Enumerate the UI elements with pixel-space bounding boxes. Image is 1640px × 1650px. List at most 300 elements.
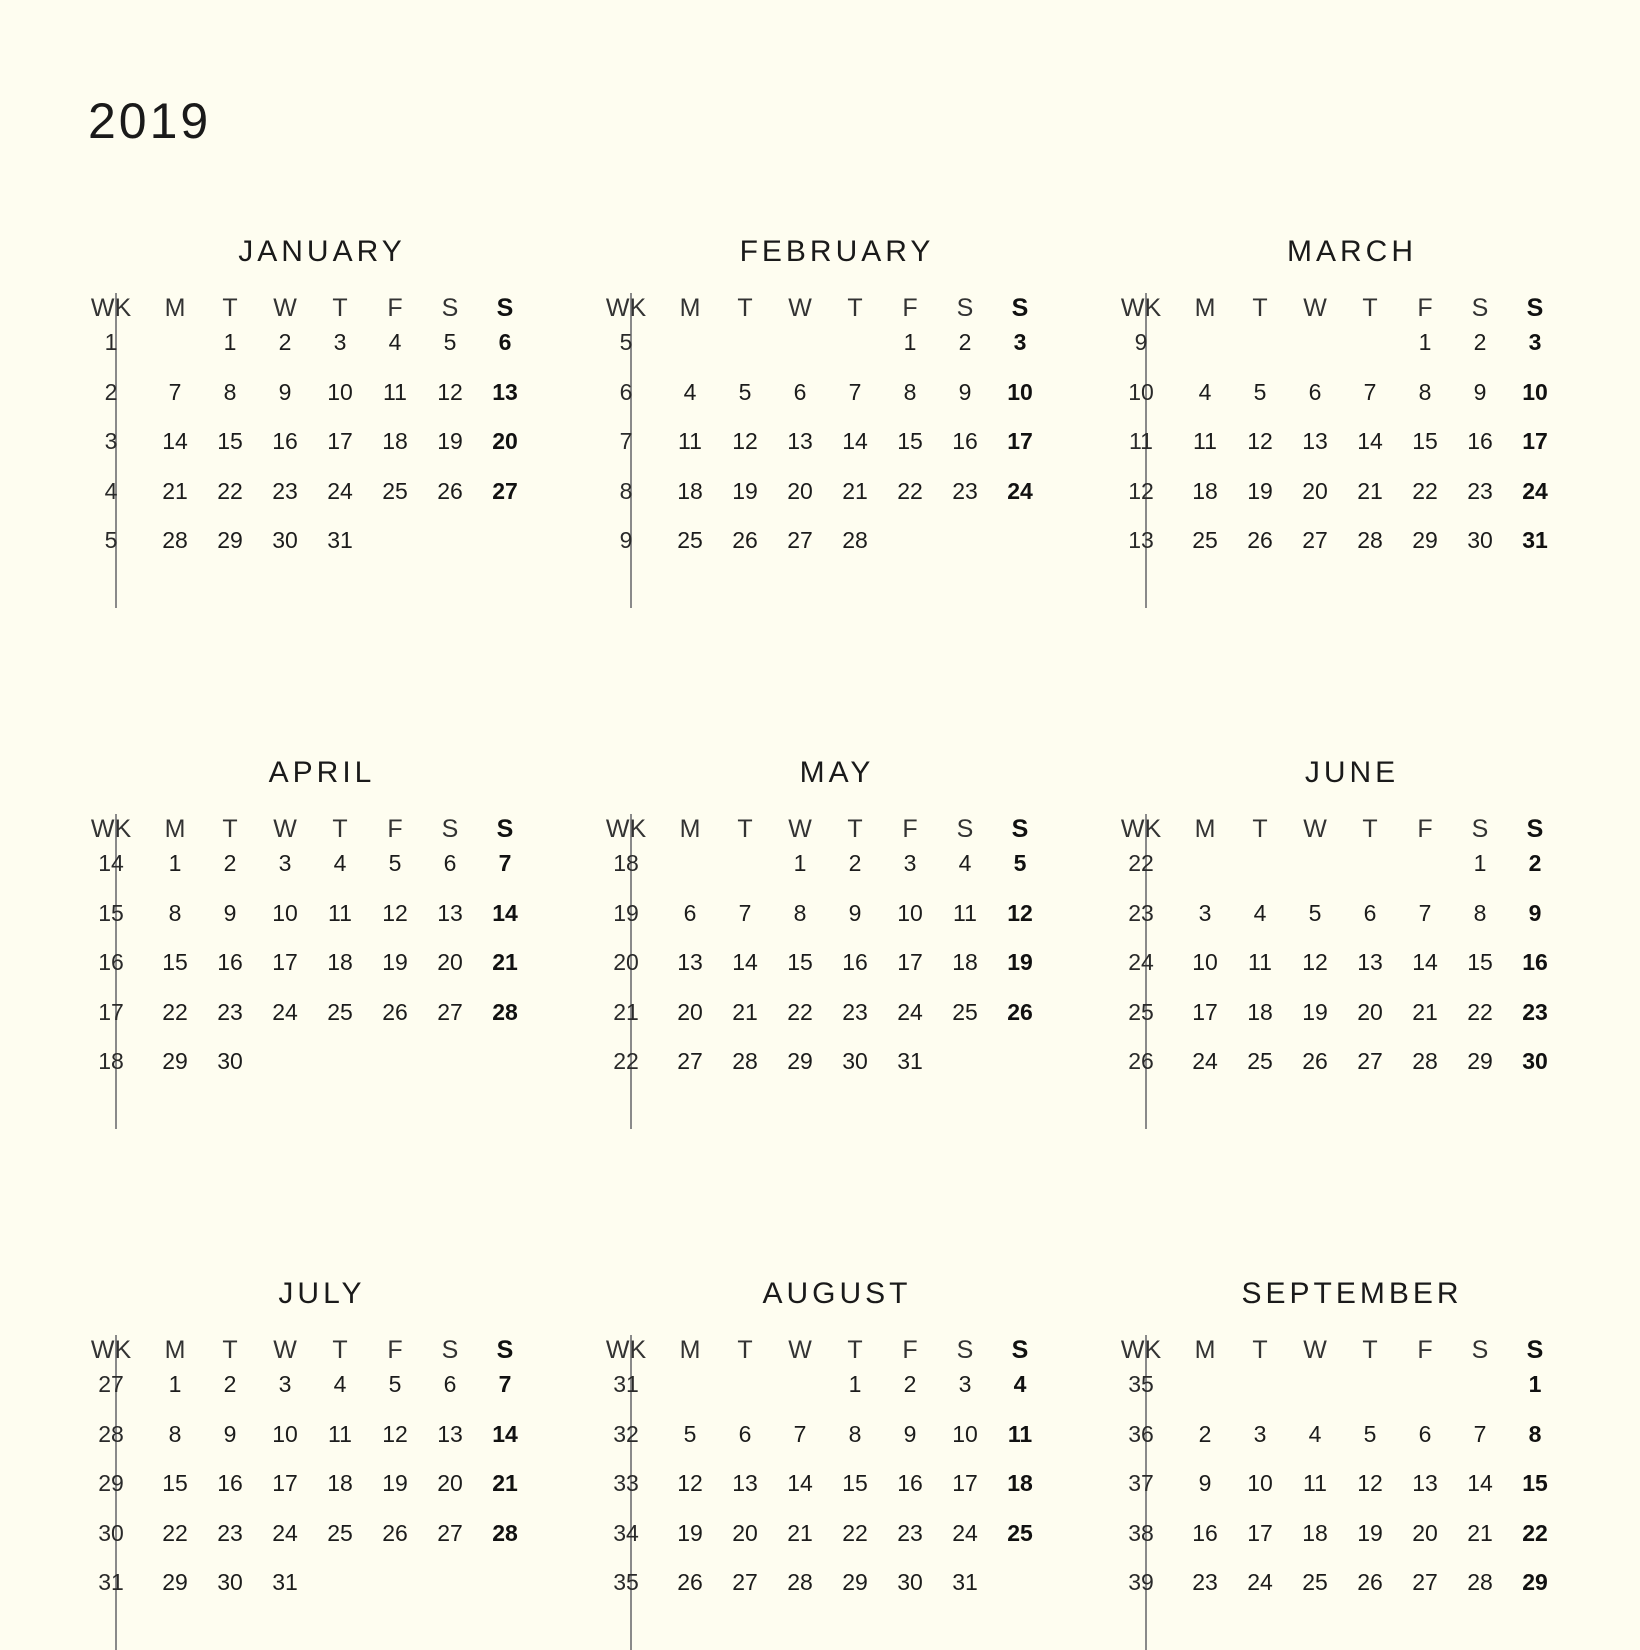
day-date: 8 (1473, 899, 1487, 926)
day-date: 6 (683, 899, 697, 926)
weekday-header: S (441, 1336, 459, 1364)
day-date: 8 (168, 1420, 182, 1447)
day-date: 9 (1473, 378, 1487, 405)
day-date: 25 (1302, 1569, 1328, 1596)
day-date: 17 (272, 949, 298, 976)
day-date: 30 (842, 1048, 868, 1075)
week-header: WK (1120, 1336, 1162, 1364)
week-number: 21 (613, 998, 639, 1025)
day-date: 30 (897, 1569, 923, 1596)
weekday-header: F (1417, 815, 1433, 843)
day-date: 1 (848, 1371, 862, 1397)
day-date: 25 (1247, 1048, 1273, 1075)
day-date: 25 (327, 998, 353, 1025)
day-date: 23 (272, 477, 298, 504)
week-number: 35 (1128, 1371, 1154, 1397)
day-date: 17 (897, 949, 923, 976)
day-date: 1 (793, 850, 807, 876)
day-date: 7 (1418, 899, 1432, 926)
day-date: 30 (272, 527, 298, 554)
week-number: 23 (1128, 899, 1154, 926)
sunday-date: 17 (1007, 428, 1033, 455)
day-date: 23 (1192, 1569, 1218, 1596)
sunday-date: 10 (1522, 378, 1548, 405)
year-title: 2019 (88, 93, 212, 149)
day-date: 15 (787, 949, 813, 976)
day-date: 26 (382, 998, 408, 1025)
weekday-header: W (273, 815, 297, 843)
day-date: 9 (958, 378, 972, 405)
week-number: 17 (98, 998, 124, 1025)
weekday-header: M (1194, 815, 1216, 843)
day-date: 15 (162, 949, 188, 976)
day-date: 23 (842, 998, 868, 1025)
day-date: 3 (1253, 1420, 1267, 1447)
month-name: MARCH (1287, 235, 1417, 268)
day-date: 13 (677, 949, 703, 976)
month-name: JANUARY (238, 235, 406, 268)
day-date: 20 (437, 949, 463, 976)
sunday-date: 28 (492, 1519, 518, 1546)
day-date: 21 (732, 998, 758, 1025)
sunday-date: 9 (1528, 899, 1542, 926)
day-date: 23 (217, 998, 243, 1025)
day-date: 7 (168, 378, 182, 405)
week-number: 4 (104, 477, 118, 504)
day-date: 28 (1357, 527, 1383, 554)
weekday-header: T (222, 1336, 238, 1364)
day-date: 17 (327, 428, 353, 455)
week-number: 5 (619, 329, 633, 355)
day-date: 22 (1412, 477, 1438, 504)
day-date: 25 (677, 527, 703, 554)
day-date: 29 (787, 1048, 813, 1075)
day-date: 17 (952, 1470, 978, 1497)
month-name: JULY (278, 1277, 366, 1310)
weekday-header: F (387, 815, 403, 843)
day-date: 13 (1412, 1470, 1438, 1497)
weekday-header: F (902, 294, 918, 322)
day-date: 31 (272, 1569, 298, 1596)
week-header: WK (605, 294, 647, 322)
weekday-header: F (387, 294, 403, 322)
day-date: 27 (1412, 1569, 1438, 1596)
week-number: 10 (1128, 378, 1154, 405)
weekday-header: S (1471, 294, 1489, 322)
day-date: 21 (842, 477, 868, 504)
sunday-date: 7 (498, 850, 512, 876)
day-date: 18 (1192, 477, 1218, 504)
day-date: 29 (162, 1048, 188, 1075)
day-date: 7 (1473, 1420, 1487, 1447)
day-date: 24 (1247, 1569, 1273, 1596)
week-number: 9 (619, 527, 633, 554)
day-date: 28 (1412, 1048, 1438, 1075)
day-date: 14 (1412, 949, 1438, 976)
day-date: 1 (223, 329, 237, 355)
day-date: 28 (787, 1569, 813, 1596)
day-date: 26 (1357, 1569, 1383, 1596)
sunday-date: 30 (1522, 1048, 1548, 1075)
weekday-header: W (1303, 1336, 1327, 1364)
sunday-date: 14 (492, 899, 518, 926)
day-date: 17 (1192, 998, 1218, 1025)
sunday-date: 24 (1522, 477, 1548, 504)
day-date: 28 (1467, 1569, 1493, 1596)
week-number: 1 (104, 329, 118, 355)
day-date: 2 (223, 1371, 237, 1397)
day-date: 10 (272, 1420, 298, 1447)
weekday-header: S (1471, 815, 1489, 843)
weekday-header: T (1362, 1336, 1378, 1364)
weekday-header: T (222, 815, 238, 843)
day-date: 4 (1198, 378, 1212, 405)
weekday-header: S (496, 1336, 514, 1364)
week-number: 13 (1128, 527, 1154, 554)
day-date: 16 (952, 428, 978, 455)
day-date: 30 (1467, 527, 1493, 554)
sunday-date: 19 (1007, 949, 1033, 976)
weekday-header: M (164, 1336, 186, 1364)
day-date: 19 (382, 949, 408, 976)
day-date: 3 (278, 1371, 292, 1397)
day-date: 29 (217, 527, 243, 554)
day-date: 24 (272, 1519, 298, 1546)
day-date: 20 (1302, 477, 1328, 504)
weekday-header: S (956, 1336, 974, 1364)
day-date: 13 (437, 899, 463, 926)
day-date: 13 (437, 1420, 463, 1447)
week-number: 34 (613, 1519, 639, 1546)
day-date: 23 (897, 1519, 923, 1546)
day-date: 4 (1253, 899, 1267, 926)
week-number: 31 (613, 1371, 639, 1397)
day-date: 15 (162, 1470, 188, 1497)
day-date: 20 (1357, 998, 1383, 1025)
day-date: 14 (1467, 1470, 1493, 1497)
week-number: 11 (1129, 428, 1153, 455)
sunday-date: 3 (1013, 329, 1027, 355)
day-date: 25 (327, 1519, 353, 1546)
day-date: 14 (162, 428, 188, 455)
day-date: 25 (1192, 527, 1218, 554)
day-date: 13 (1357, 949, 1383, 976)
day-date: 11 (328, 1420, 352, 1447)
day-date: 22 (1467, 998, 1493, 1025)
day-date: 21 (1412, 998, 1438, 1025)
day-date: 16 (1467, 428, 1493, 455)
sunday-date: 26 (1007, 998, 1033, 1025)
weekday-header: M (1194, 1336, 1216, 1364)
day-date: 8 (223, 378, 237, 405)
sunday-date: 24 (1007, 477, 1033, 504)
weekday-header: S (1526, 294, 1544, 322)
week-number: 35 (613, 1569, 639, 1596)
day-date: 22 (842, 1519, 868, 1546)
day-date: 27 (1357, 1048, 1383, 1075)
month-name: AUGUST (762, 1277, 912, 1310)
weekday-header: T (332, 815, 348, 843)
sunday-date: 17 (1522, 428, 1548, 455)
weekday-header: T (332, 1336, 348, 1364)
day-date: 16 (217, 949, 243, 976)
day-date: 20 (677, 998, 703, 1025)
sunday-date: 20 (492, 428, 518, 455)
week-header: WK (1120, 294, 1162, 322)
day-date: 12 (1357, 1470, 1383, 1497)
week-number: 19 (613, 899, 639, 926)
day-date: 23 (1467, 477, 1493, 504)
day-date: 9 (848, 899, 862, 926)
day-date: 23 (952, 477, 978, 504)
day-date: 22 (162, 998, 188, 1025)
weekday-header: W (1303, 294, 1327, 322)
weekday-header: S (496, 815, 514, 843)
day-date: 7 (738, 899, 752, 926)
sunday-date: 21 (492, 949, 518, 976)
day-date: 10 (952, 1420, 978, 1447)
day-date: 6 (443, 1371, 457, 1397)
day-date: 1 (1418, 329, 1432, 355)
day-date: 10 (272, 899, 298, 926)
sunday-date: 12 (1007, 899, 1033, 926)
day-date: 12 (732, 428, 758, 455)
sunday-date: 23 (1522, 998, 1548, 1025)
day-date: 29 (162, 1569, 188, 1596)
weekday-header: S (956, 815, 974, 843)
day-date: 2 (848, 850, 862, 876)
sunday-date: 1 (1528, 1371, 1542, 1397)
week-number: 5 (104, 527, 118, 554)
day-date: 31 (897, 1048, 923, 1075)
day-date: 12 (1247, 428, 1273, 455)
day-date: 21 (162, 477, 188, 504)
sunday-date: 2 (1528, 850, 1542, 876)
weekday-header: M (679, 815, 701, 843)
sunday-date: 27 (492, 477, 518, 504)
weekday-header: W (788, 815, 812, 843)
day-date: 5 (683, 1420, 697, 1447)
day-date: 15 (842, 1470, 868, 1497)
sunday-date: 11 (1007, 1420, 1033, 1447)
day-date: 24 (952, 1519, 978, 1546)
day-date: 24 (272, 998, 298, 1025)
day-date: 5 (1253, 378, 1267, 405)
sunday-date: 10 (1007, 378, 1033, 405)
day-date: 19 (677, 1519, 703, 1546)
day-date: 17 (1247, 1519, 1273, 1546)
day-date: 19 (1357, 1519, 1383, 1546)
day-date: 22 (217, 477, 243, 504)
week-number: 6 (619, 378, 633, 405)
day-date: 16 (272, 428, 298, 455)
day-date: 12 (382, 899, 408, 926)
weekday-header: S (1011, 815, 1029, 843)
weekday-header: T (332, 294, 348, 322)
sunday-date: 4 (1013, 1371, 1027, 1397)
week-header: WK (605, 815, 647, 843)
day-date: 9 (903, 1420, 917, 1447)
day-date: 28 (732, 1048, 758, 1075)
weekday-header: S (441, 294, 459, 322)
day-date: 31 (327, 527, 353, 554)
sunday-date: 5 (1013, 850, 1027, 876)
day-date: 27 (437, 998, 463, 1025)
day-date: 4 (1308, 1420, 1322, 1447)
day-date: 28 (842, 527, 868, 554)
day-date: 8 (168, 899, 182, 926)
weekday-header: M (1194, 294, 1216, 322)
day-date: 11 (1303, 1470, 1327, 1497)
day-date: 4 (333, 1371, 347, 1397)
week-number: 14 (98, 850, 124, 876)
weekday-header: S (1011, 1336, 1029, 1364)
day-date: 28 (162, 527, 188, 554)
day-date: 5 (388, 850, 402, 876)
day-date: 25 (952, 998, 978, 1025)
day-date: 7 (1363, 378, 1377, 405)
week-number: 24 (1128, 949, 1154, 976)
week-number: 39 (1128, 1569, 1154, 1596)
day-date: 15 (1467, 949, 1493, 976)
day-date: 25 (382, 477, 408, 504)
day-date: 7 (793, 1420, 807, 1447)
day-date: 17 (272, 1470, 298, 1497)
day-date: 10 (327, 378, 353, 405)
day-date: 22 (897, 477, 923, 504)
day-date: 6 (1308, 378, 1322, 405)
day-date: 27 (677, 1048, 703, 1075)
day-date: 11 (678, 428, 702, 455)
day-date: 11 (953, 899, 977, 926)
weekday-header: M (679, 294, 701, 322)
week-number: 38 (1128, 1519, 1154, 1546)
weekday-header: S (1471, 1336, 1489, 1364)
day-date: 14 (1357, 428, 1383, 455)
week-number: 22 (613, 1048, 639, 1075)
day-date: 29 (1412, 527, 1438, 554)
week-number: 16 (98, 949, 124, 976)
week-number: 20 (613, 949, 639, 976)
day-date: 16 (1192, 1519, 1218, 1546)
weekday-header: S (956, 294, 974, 322)
day-date: 4 (388, 329, 402, 355)
weekday-header: T (847, 294, 863, 322)
day-date: 19 (382, 1470, 408, 1497)
weekday-header: S (441, 815, 459, 843)
day-date: 30 (217, 1569, 243, 1596)
week-number: 37 (1128, 1470, 1154, 1497)
week-number: 7 (619, 428, 633, 455)
day-date: 6 (1363, 899, 1377, 926)
day-date: 9 (223, 899, 237, 926)
day-date: 11 (383, 378, 407, 405)
day-date: 3 (958, 1371, 972, 1397)
week-number: 26 (1128, 1048, 1154, 1075)
day-date: 13 (787, 428, 813, 455)
day-date: 1 (1473, 850, 1487, 876)
day-date: 16 (842, 949, 868, 976)
week-number: 9 (1134, 329, 1148, 355)
sunday-date: 28 (492, 998, 518, 1025)
weekday-header: M (679, 1336, 701, 1364)
day-date: 18 (1247, 998, 1273, 1025)
day-date: 9 (1198, 1470, 1212, 1497)
day-date: 20 (732, 1519, 758, 1546)
day-date: 1 (168, 1371, 182, 1397)
month-name: FEBRUARY (739, 235, 935, 268)
day-date: 15 (897, 428, 923, 455)
day-date: 10 (897, 899, 923, 926)
day-date: 26 (732, 527, 758, 554)
day-date: 9 (278, 378, 292, 405)
month-name: SEPTEMBER (1241, 1277, 1463, 1310)
day-date: 27 (1302, 527, 1328, 554)
day-date: 30 (217, 1048, 243, 1075)
day-date: 19 (1247, 477, 1273, 504)
day-date: 10 (1192, 949, 1218, 976)
week-number: 30 (98, 1519, 124, 1546)
day-date: 2 (223, 850, 237, 876)
day-date: 4 (958, 850, 972, 876)
day-date: 13 (732, 1470, 758, 1497)
day-date: 26 (1247, 527, 1273, 554)
weekday-header: W (788, 1336, 812, 1364)
day-date: 18 (327, 949, 353, 976)
day-date: 8 (848, 1420, 862, 1447)
week-number: 29 (98, 1470, 124, 1497)
sunday-date: 13 (492, 378, 518, 405)
day-date: 11 (1248, 949, 1272, 976)
day-date: 3 (903, 850, 917, 876)
day-date: 5 (1308, 899, 1322, 926)
day-date: 6 (738, 1420, 752, 1447)
weekday-header: F (902, 815, 918, 843)
day-date: 2 (1198, 1420, 1212, 1447)
sunday-date: 6 (498, 329, 512, 355)
day-date: 26 (382, 1519, 408, 1546)
week-number: 22 (1128, 850, 1154, 876)
sunday-date: 25 (1007, 1519, 1033, 1546)
day-date: 8 (1418, 378, 1432, 405)
week-number: 32 (613, 1420, 639, 1447)
sunday-date: 29 (1522, 1569, 1548, 1596)
day-date: 11 (1193, 428, 1217, 455)
week-header: WK (605, 1336, 647, 1364)
sunday-date: 7 (498, 1371, 512, 1397)
day-date: 12 (382, 1420, 408, 1447)
week-number: 3 (104, 428, 118, 455)
week-number: 36 (1128, 1420, 1154, 1447)
day-date: 3 (1198, 899, 1212, 926)
day-date: 26 (1302, 1048, 1328, 1075)
day-date: 14 (842, 428, 868, 455)
day-date: 5 (388, 1371, 402, 1397)
day-date: 7 (848, 378, 862, 405)
day-date: 26 (677, 1569, 703, 1596)
week-header: WK (1120, 815, 1162, 843)
weekday-header: M (164, 815, 186, 843)
day-date: 15 (1412, 428, 1438, 455)
week-number: 12 (1128, 477, 1154, 504)
day-date: 3 (278, 850, 292, 876)
day-date: 12 (437, 378, 463, 405)
day-date: 1 (903, 329, 917, 355)
week-header: WK (90, 815, 132, 843)
day-date: 11 (328, 899, 352, 926)
month-name: MAY (799, 756, 875, 789)
day-date: 20 (787, 477, 813, 504)
